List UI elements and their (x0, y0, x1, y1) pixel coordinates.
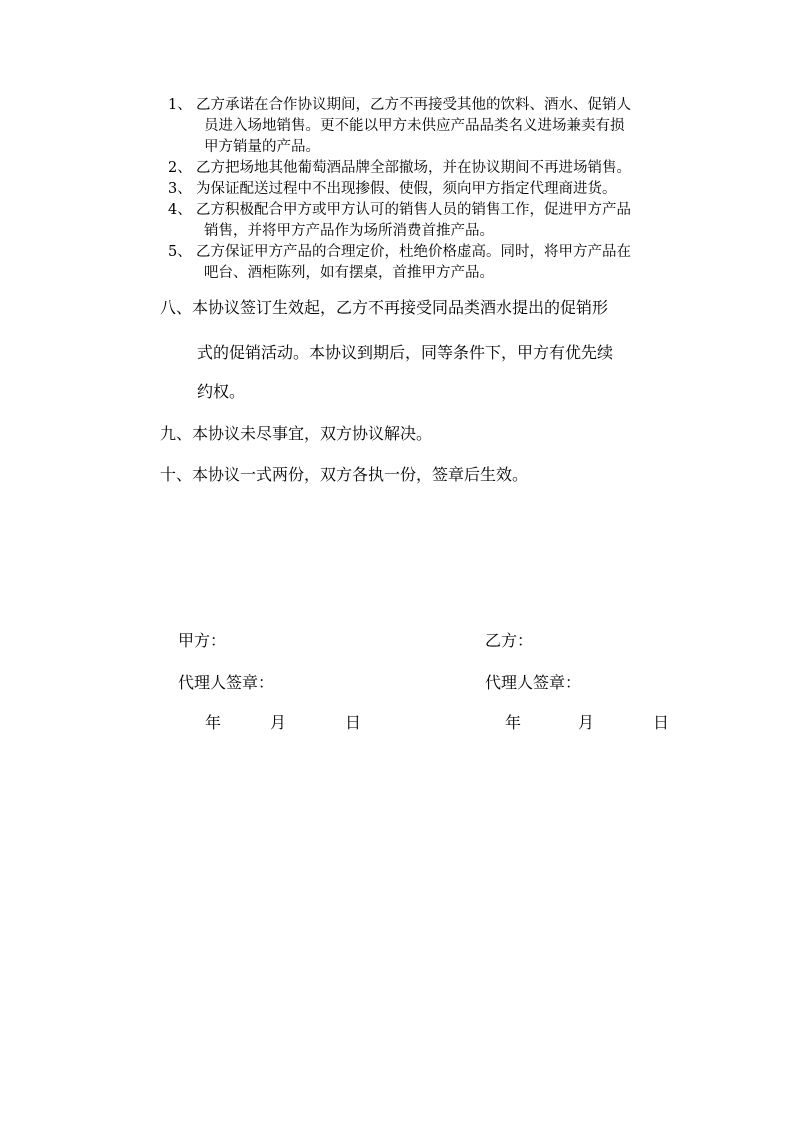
party-a-date-year: 年 (205, 713, 222, 732)
clause-eight-line1: 八、本协议签订生效起，乙方不再接受同品类酒水提出的促销形 (160, 298, 609, 317)
list-item (168, 95, 688, 158)
list-item (168, 242, 688, 284)
item-number: 3、 (168, 181, 192, 197)
item-number: 1、 (168, 97, 192, 113)
party-b-label: 乙方： (485, 631, 534, 650)
item-text: 为保证配送过程中不出现掺假、使假，须向甲方指定代理商进货。 (196, 181, 617, 197)
item-text-continued: 员进入场地销售。更不能以甲方未供应产品品类名义进场兼卖有损 (204, 118, 625, 134)
clause-nine: 九、本协议未尽事宜，双方协议解决。 (160, 424, 433, 443)
item-text-continued: 销售，并将甲方产品作为场所消费首推产品。 (204, 223, 494, 239)
item-text: 乙方保证甲方产品的合理定价，杜绝价格虚高。同时，将甲方产品在 (196, 244, 631, 260)
item-text: 乙方把场地其他葡萄酒品牌全部撤场，并在协议期间不再进场销售。 (196, 160, 631, 176)
item-number: 2、 (168, 160, 192, 176)
party-b-date-month: 月 (578, 713, 595, 732)
clause-eight-line3: 约权。 (197, 382, 246, 401)
clause-eight-line2: 式的促销活动。本协议到期后，同等条件下，甲方有优先续 (197, 343, 614, 362)
party-a-date-day: 日 (345, 713, 362, 732)
item-text-continued: 甲方销量的产品。 (204, 139, 320, 155)
party-a-date-month: 月 (270, 713, 287, 732)
item-number: 4、 (168, 202, 192, 218)
list-item (168, 158, 688, 179)
item-number: 5、 (168, 244, 192, 260)
numbered-list (168, 95, 688, 284)
item-text: 乙方承诺在合作协议期间，乙方不再接受其他的饮料、酒水、促销人 (196, 97, 631, 113)
clause-ten: 十、本协议一式两份，双方各执一份，签章后生效。 (160, 465, 529, 484)
list-item (168, 200, 688, 242)
party-a-label: 甲方： (178, 631, 227, 650)
party-b-date-year: 年 (505, 713, 522, 732)
item-text-continued: 吧台、酒柜陈列，如有摆桌，首推甲方产品。 (204, 265, 494, 281)
item-text: 乙方积极配合甲方或甲方认可的销售人员的销售工作，促进甲方产品 (196, 202, 631, 218)
clause-eight (160, 295, 608, 318)
party-a-agent-signature: 代理人签章： (178, 673, 275, 692)
list-item (168, 179, 688, 200)
party-b-agent-signature: 代理人签章： (485, 673, 582, 692)
party-b-date-day: 日 (653, 713, 670, 732)
